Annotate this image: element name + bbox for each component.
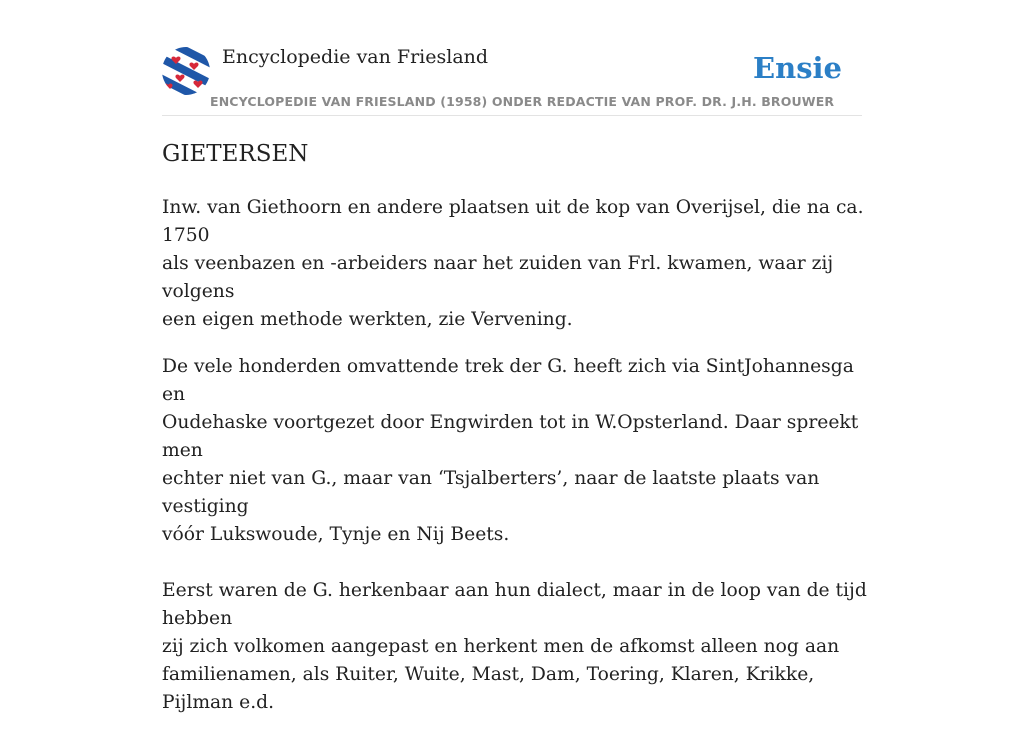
article-paragraph-1: Inw. van Giethoorn en andere plaatsen uit de kop van Overijsel, die na ca. 1750 als veenbazen en -arbeiders naar het zuiden van Frl. kwamen, waar zij volgens een eigen methode werkten, zie Vervening. xyxy=(162,197,864,330)
site-header xyxy=(162,44,862,116)
brand-logo-text[interactable]: Ensie xyxy=(753,51,842,85)
article xyxy=(162,138,872,736)
article-title: GIETERSEN xyxy=(162,141,309,167)
article-paragraph-2: De vele honderden omvattende trek der G. heeft zich via SintJohannesga en Oudehaske voortgezet door Engwirden tot in W.Opsterland. Daar spreekt men echter niet van G., maar van ‘Tsjalberters’, naar de laatste plaats van vestiging vóór Lukswoude, Tynje en Nij Beets. Eerst waren de G. herkenbaar aan hun dialect, maar in de loop van de tijd hebben zij zich volkomen aangepast en herkent men de afkomst alleen nog aan familienamen, als Ruiter, Wuite, Mast, Dam, Toering, Klaren, Krikke, Pijlman e.d. xyxy=(162,356,867,713)
site-subtitle: ENCYCLOPEDIE VAN FRIESLAND (1958) ONDER REDACTIE VAN PROF. DR. J.H. BROUWER xyxy=(210,94,835,109)
site-title[interactable]: Encyclopedie van Friesland xyxy=(222,46,489,68)
frisian-flag-icon[interactable] xyxy=(162,47,210,95)
